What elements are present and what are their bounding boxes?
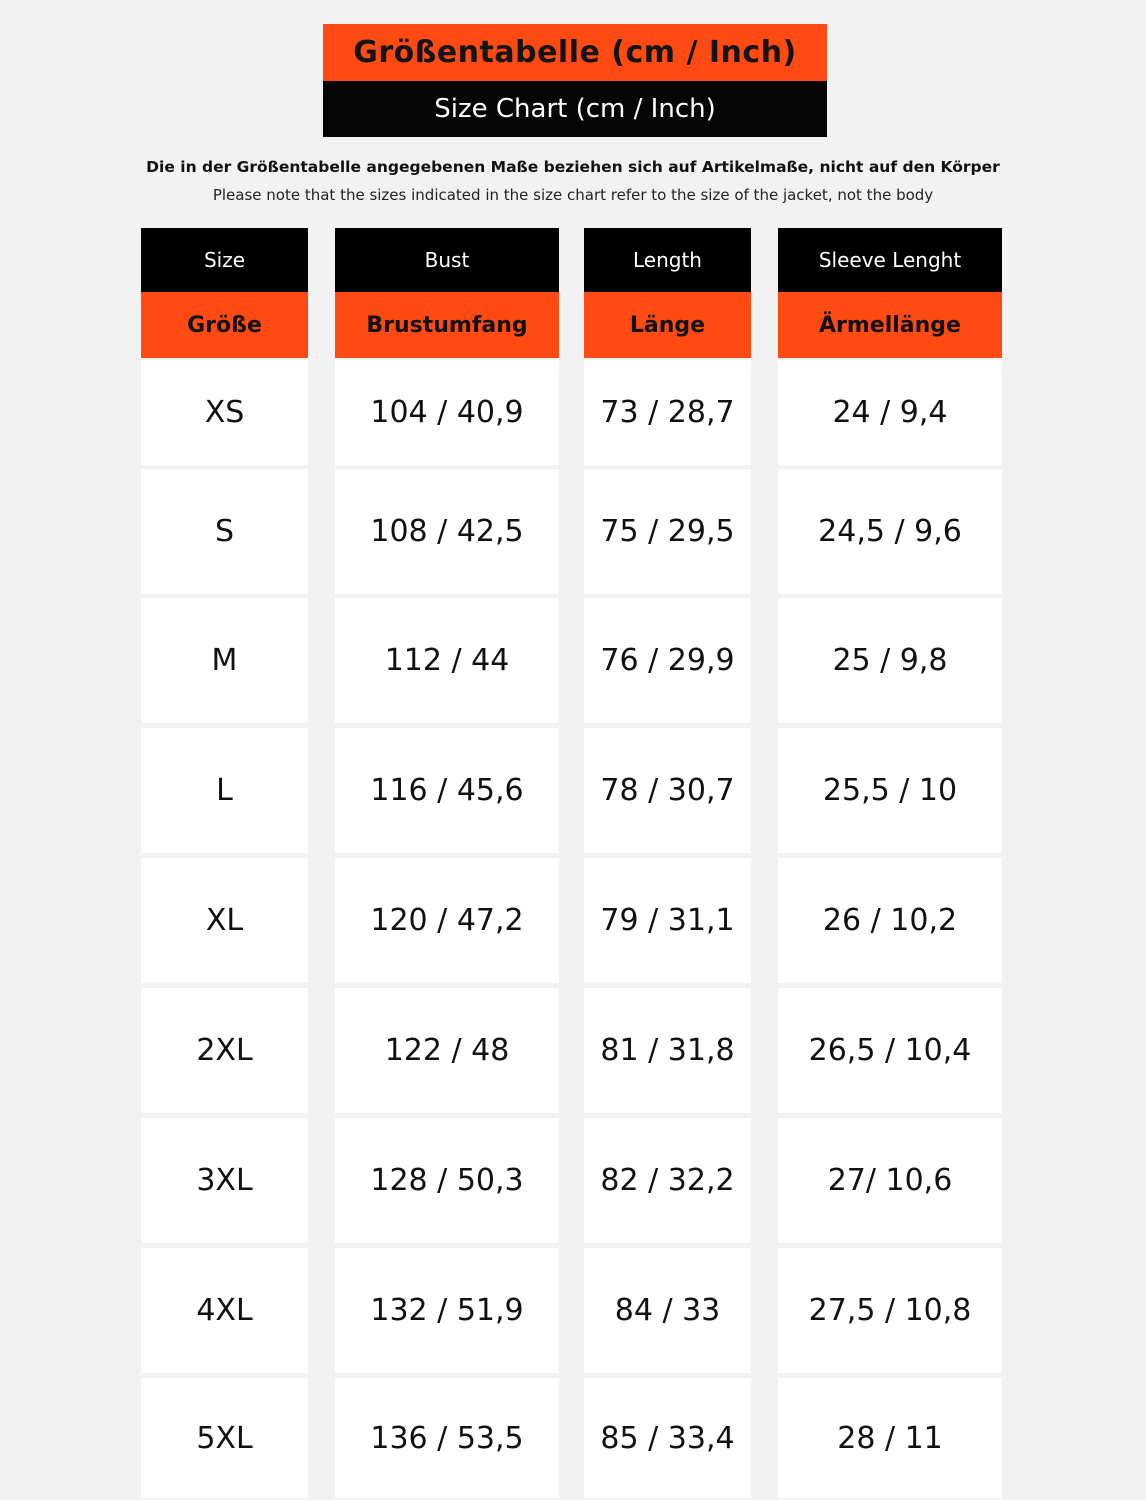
column-sleeve-length — [778, 228, 1002, 1456]
cell-bust-4xl: 132 / 51,9 — [335, 1248, 559, 1373]
cell-size-xs: XS — [141, 360, 308, 465]
cell-sleeve-length-5xl: 28 / 11 — [778, 1378, 1002, 1498]
cell-bust-xl: 120 / 47,2 — [335, 858, 559, 983]
note-german: Die in der Größentabelle angegebenen Maße beziehen sich auf Artikelmaße, nicht auf den Körper — [146, 158, 1000, 176]
note-english: Please note that the sizes indicated in the size chart refer to the size of the jacket, not the body — [212, 186, 934, 204]
cell-length-2xl: 81 / 31,8 — [584, 988, 751, 1113]
cell-bust-5xl: 136 / 53,5 — [335, 1378, 559, 1498]
cell-length-5xl: 85 / 33,4 — [584, 1378, 751, 1498]
cell-bust-m: 112 / 44 — [335, 598, 559, 723]
cell-size-3xl: 3XL — [141, 1118, 308, 1243]
header-bust-german: Brustumfang — [335, 292, 559, 358]
cell-sleeve-length-m: 25 / 9,8 — [778, 598, 1002, 723]
column-bust — [335, 228, 559, 1456]
cell-size-s: S — [141, 469, 308, 594]
cell-sleeve-length-2xl: 26,5 / 10,4 — [778, 988, 1002, 1113]
header-bust-english: Bust — [335, 228, 559, 292]
cell-sleeve-length-xl: 26 / 10,2 — [778, 858, 1002, 983]
cell-sleeve-length-4xl: 27,5 / 10,8 — [778, 1248, 1002, 1373]
cell-bust-l: 116 / 45,6 — [335, 728, 559, 853]
cell-bust-2xl: 122 / 48 — [335, 988, 559, 1113]
cell-sleeve-length-s: 24,5 / 9,6 — [778, 469, 1002, 594]
cell-bust-xs: 104 / 40,9 — [335, 360, 559, 465]
cell-length-4xl: 84 / 33 — [584, 1248, 751, 1373]
column-size — [141, 228, 308, 1456]
cell-sleeve-length-l: 25,5 / 10 — [778, 728, 1002, 853]
title-german: Größentabelle (cm / Inch) — [323, 24, 827, 81]
cell-bust-3xl: 128 / 50,3 — [335, 1118, 559, 1243]
cell-size-xl: XL — [141, 858, 308, 983]
cell-length-3xl: 82 / 32,2 — [584, 1118, 751, 1243]
header-sleeve-length-english: Sleeve Lenght — [778, 228, 1002, 292]
header-length-english: Length — [584, 228, 751, 292]
cell-sleeve-length-3xl: 27/ 10,6 — [778, 1118, 1002, 1243]
cell-length-m: 76 / 29,9 — [584, 598, 751, 723]
header-size-german: Größe — [141, 292, 308, 358]
cell-length-s: 75 / 29,5 — [584, 469, 751, 594]
cell-size-m: M — [141, 598, 308, 723]
cell-size-5xl: 5XL — [141, 1378, 308, 1498]
cell-bust-s: 108 / 42,5 — [335, 469, 559, 594]
header-sleeve-length-german: Ärmellänge — [778, 292, 1002, 358]
header-size-english: Size — [141, 228, 308, 292]
cell-length-xs: 73 / 28,7 — [584, 360, 751, 465]
cell-length-xl: 79 / 31,1 — [584, 858, 751, 983]
column-length — [584, 228, 751, 1456]
header-length-german: Länge — [584, 292, 751, 358]
cell-size-2xl: 2XL — [141, 988, 308, 1113]
cell-size-4xl: 4XL — [141, 1248, 308, 1373]
cell-length-l: 78 / 30,7 — [584, 728, 751, 853]
title-english: Size Chart (cm / Inch) — [323, 81, 827, 137]
cell-size-l: L — [141, 728, 308, 853]
cell-sleeve-length-xs: 24 / 9,4 — [778, 360, 1002, 465]
